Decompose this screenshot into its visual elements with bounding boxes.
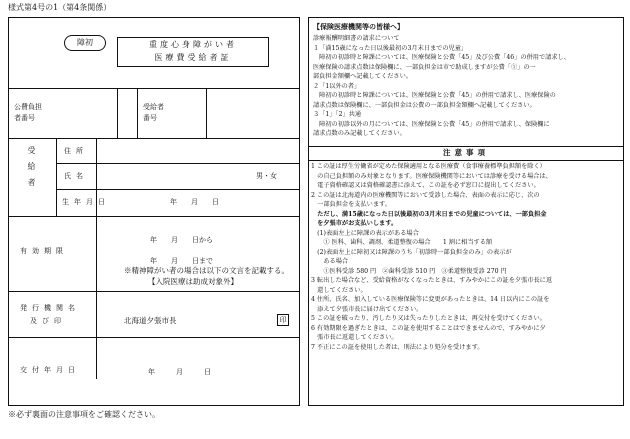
footer-note: ※必ず裏面の注意事項をご確認ください。: [8, 410, 160, 419]
caution-line: 1 この証は厚生労働省が定めた保険適用となる医療費（食事療養標準負担額を除く）: [311, 163, 546, 170]
row-divider: [8, 216, 300, 217]
row-divider: [8, 291, 300, 292]
certificate-front-panel: [8, 17, 300, 406]
recipient-number-label-1: 受給者: [143, 103, 164, 111]
address-label: 住所: [64, 147, 88, 155]
caution-line: 2 この証は北海道内の医療機関等において受診した場合、表面の表示に応じ、次の: [311, 191, 540, 199]
caution-line: 6 有効期限を過ぎたときは、この証を使用することはできませんので、すみやかに夕: [311, 324, 546, 332]
caution-header: 注意事項: [443, 148, 489, 157]
notice-header: 【保険医療機関等の皆様へ】: [313, 22, 404, 31]
caution-line: 電子資格確認又は資格確認書に添えて、この証を必ず窓口に提出してください。: [311, 182, 540, 189]
certificate-title-line1: 重度心身障がい者: [149, 40, 237, 49]
sex-selector: 男・女: [256, 172, 277, 180]
issuer-name: 北海道夕張市長: [124, 316, 177, 325]
caution-line: 3 転出した場合など、受給資格がなくなったときは、すみやかにこの証を夕張市長に返: [311, 277, 553, 284]
issuer-label-1: 発行機関名: [20, 304, 80, 312]
birthdate-label: 生年月日: [62, 198, 110, 206]
notice-line: 障初の初診以外の月については、医療保険と公費「45」の併用で請求し、保険欄に: [313, 120, 550, 128]
name-label: 氏名: [64, 172, 88, 180]
disability-type-badge: 障初: [64, 35, 106, 51]
notice-line: 請求点数のみ記載してください。: [313, 130, 406, 137]
row-divider: [8, 337, 300, 338]
section-divider: [308, 160, 624, 161]
notice-line: ２「1以外の者」: [313, 82, 361, 90]
validity-to: 年 月 日まで: [150, 257, 213, 265]
notice-line: 障初の初診時と障課については、医療保険と公費「45」及び公費「46」の併用で請求し、: [313, 54, 570, 61]
recipient-side-label: 受給者: [27, 146, 36, 194]
issue-date-label: 交付年月日: [20, 366, 80, 374]
caution-line: を夕張市がお支払いします。: [311, 220, 398, 227]
birthdate-value: 年 月 日: [170, 198, 219, 206]
row-divider: [8, 88, 300, 89]
caution-line: ①医科受診 580 円 ②歯科受診 510 円 ③柔道整復受診 270 円: [311, 267, 507, 275]
caution-line: (2)表面左上に障初又は障課のうち「初診時一部負担金のみ」の表示が: [311, 248, 512, 256]
certificate-title-line2: 医療費受給者証: [154, 53, 232, 62]
notice-line: 請求点数は保険欄に、一部負担金は公費の一部負担金額欄へ記載してください。: [313, 101, 536, 109]
notice-line: ３「1」「2」共通: [313, 111, 362, 118]
certificate-title-box: [117, 37, 269, 67]
caution-line: ① 医科、歯科、調剤、柔道整復の場合 1 割に相当する額: [311, 239, 493, 246]
recipient-number-label-2: 番号: [143, 114, 157, 122]
caution-body: [311, 162, 552, 352]
notice-line: 医療保険の請求点数は保険欄に、一部負担金は市で助成しますが公費「①」の一: [313, 63, 536, 71]
caution-line: 張市長に返還してください。: [311, 334, 398, 341]
caution-line: 5 この証を破ったり、汚したり又は失ったりしたときは、再交付を受けてください。: [311, 315, 546, 322]
validity-note: ※精神障がい者の場合は以下の文言を記載する。: [124, 266, 289, 275]
issue-date-value: 年 月 日: [148, 368, 211, 376]
column-divider: [206, 88, 207, 138]
row-divider: [56, 163, 300, 164]
validity-from: 年 月 日から: [150, 236, 213, 244]
notice-body: [313, 34, 570, 139]
payer-number-label-1: 公費負担: [14, 103, 42, 111]
caution-line: 7 不正にこの証を使用した者は、刑法により処分を受けます。: [311, 343, 484, 351]
column-divider: [117, 88, 118, 138]
seal-stamp: 印: [277, 314, 289, 326]
column-divider: [137, 88, 138, 138]
column-divider: [56, 138, 57, 216]
caution-line: ただし、満15歳になった日以後最初の3月末日までの児童については、一部負担金: [311, 210, 547, 218]
form-number: 様式第4号の1（第4条関係）: [8, 3, 112, 12]
caution-line: ある場合: [311, 258, 349, 265]
column-divider: [96, 216, 97, 379]
payer-number-label-2: 者番号: [14, 114, 35, 122]
notice-line: １「満15歳になった日以後最初の3月末日までの児童」: [313, 44, 468, 52]
row-divider: [8, 138, 300, 139]
validity-note-inpatient: 【入院医療は助成対象外】: [148, 277, 238, 286]
notice-line: 部負担金額欄へ記載してください。: [313, 73, 412, 80]
notice-line: 障初の初診時と障課については、医療保険と公費「45」の併用で請求し、医療保険の: [313, 92, 556, 99]
caution-line: 一部負担金を支払います。: [311, 201, 391, 208]
section-divider: [308, 146, 624, 147]
validity-label: 有効期限: [20, 247, 68, 255]
caution-line: の自己負担額のみ対象となります。医療保険機関等においては診療を受ける場合は、: [311, 172, 552, 180]
caution-line: (1)表面左上に障課の表示がある場合: [311, 229, 419, 237]
caution-line: 添えて夕張市長に届け出てください。: [311, 305, 423, 313]
issuer-label-2: 及び印: [30, 317, 66, 325]
caution-line: 4 住所、氏名、加入している医療保険等に変更があったときは、14 日以内にこの証を: [311, 296, 550, 303]
row-divider: [56, 189, 300, 190]
caution-line: 還してください。: [311, 286, 367, 294]
notice-line: 診療報酬明細書の請求について: [313, 35, 400, 42]
